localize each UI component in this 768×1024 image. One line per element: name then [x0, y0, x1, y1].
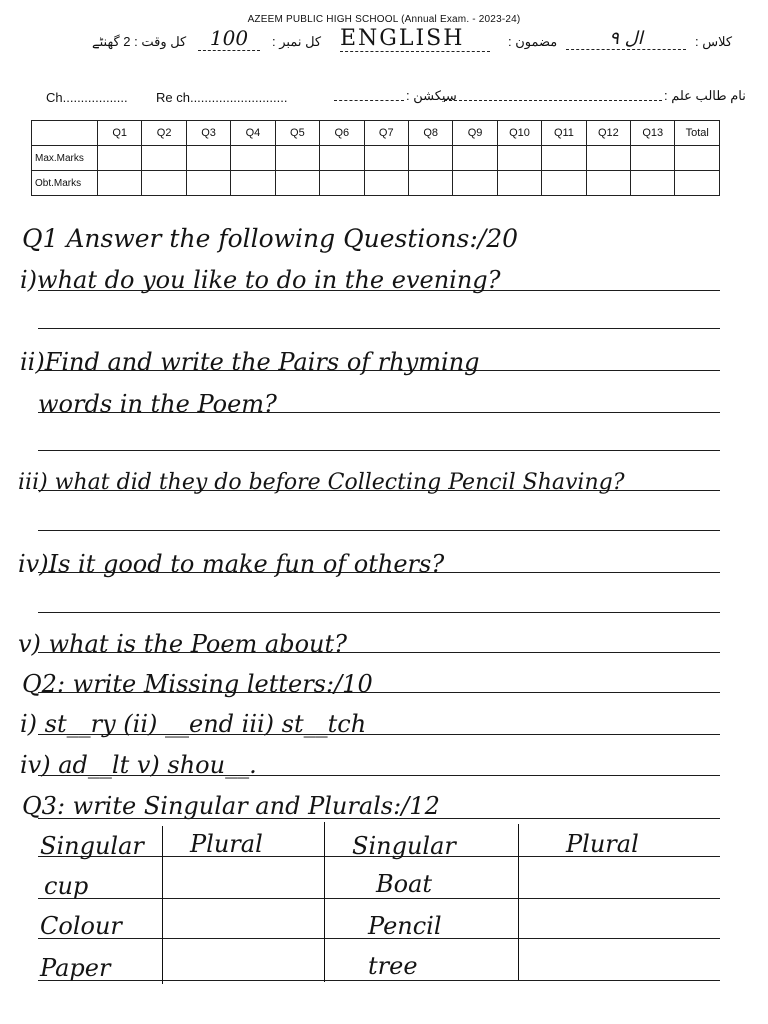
- rech-label: Re ch...........................: [156, 90, 288, 105]
- section-blank: [334, 100, 404, 101]
- total-marks-label: کل نمبر :: [272, 34, 322, 49]
- q3-divider-3: [518, 824, 519, 980]
- col-q11: Q11: [542, 121, 586, 146]
- obt-marks-row: [32, 171, 720, 196]
- q1-heading: Q1 Answer the following Questions:/20: [22, 224, 519, 253]
- col-q5: Q5: [275, 121, 319, 146]
- q1-item-ii: ii)Find and write the Pairs of rhyming: [20, 348, 480, 376]
- marks-header-row: [32, 121, 720, 146]
- subject-value: ENGLISH: [340, 26, 490, 52]
- col-q12: Q12: [586, 121, 630, 146]
- q3-divider-1: [162, 826, 163, 984]
- col-q3: Q3: [186, 121, 230, 146]
- col-total: Total: [675, 121, 720, 146]
- col-q10: Q10: [497, 121, 541, 146]
- student-name-blank: [444, 100, 662, 101]
- subject-label: مضمون :: [508, 34, 558, 49]
- class-label: کلاس :: [695, 34, 733, 49]
- ch-label: Ch..................: [46, 90, 128, 105]
- col-q1: Q1: [98, 121, 142, 146]
- school-title: AZEEM PUBLIC HIGH SCHOOL (Annual Exam. - 2023-24): [247, 14, 521, 25]
- q2-row-2: iv) ad__lt v) shou__.: [20, 751, 257, 779]
- q3-left-word-3: Paper: [40, 954, 111, 982]
- time-label: کل وقت : 2 گھنٹے: [92, 34, 187, 49]
- col-q2: Q2: [142, 121, 186, 146]
- q3-left-word-1: cup: [44, 872, 89, 900]
- obt-marks-label: Obt.Marks: [32, 171, 98, 196]
- q3-right-word-1: Boat: [376, 870, 433, 898]
- col-q7: Q7: [364, 121, 408, 146]
- col-q4: Q4: [231, 121, 275, 146]
- q1-item-ii-cont: words in the Poem?: [38, 390, 277, 418]
- q1-item-iii: iii) what did they do before Collecting Pencil Shaving?: [18, 470, 625, 495]
- max-marks-row: [32, 146, 720, 171]
- q3-header-plural-1: Plural: [190, 830, 263, 858]
- q3-right-word-2: Pencil: [368, 912, 442, 940]
- col-q13: Q13: [631, 121, 675, 146]
- max-marks-label: Max.Marks: [32, 146, 98, 171]
- q1-item-v: v) what is the Poem about?: [18, 630, 347, 658]
- q3-header-singular-2: Singular: [352, 832, 456, 860]
- q3-right-word-3: tree: [368, 952, 418, 980]
- q2-row-1: i) st__ry (ii) __end iii) st__tch: [20, 710, 367, 738]
- col-q9: Q9: [453, 121, 497, 146]
- marks-corner-cell: [32, 121, 98, 146]
- q3-header-singular-1: Singular: [40, 832, 144, 860]
- total-marks-value: 100: [198, 26, 260, 51]
- class-value: ال ٩: [566, 28, 686, 50]
- col-q8: Q8: [408, 121, 452, 146]
- q3-header-plural-2: Plural: [566, 830, 639, 858]
- q1-item-iv: iv)Is it good to make fun of others?: [18, 550, 445, 578]
- student-name-label: نام طالب علم :: [664, 88, 746, 103]
- q3-left-word-2: Colour: [40, 912, 122, 940]
- col-q6: Q6: [320, 121, 364, 146]
- marks-table: [31, 120, 720, 196]
- q1-item-i: i)what do you like to do in the evening?: [20, 266, 501, 294]
- q3-heading: Q3: write Singular and Plurals:/12: [22, 792, 440, 820]
- section-label: سیکشن :: [406, 88, 457, 103]
- q3-divider-2: [324, 822, 325, 982]
- q2-heading: Q2: write Missing letters:/10: [22, 670, 373, 698]
